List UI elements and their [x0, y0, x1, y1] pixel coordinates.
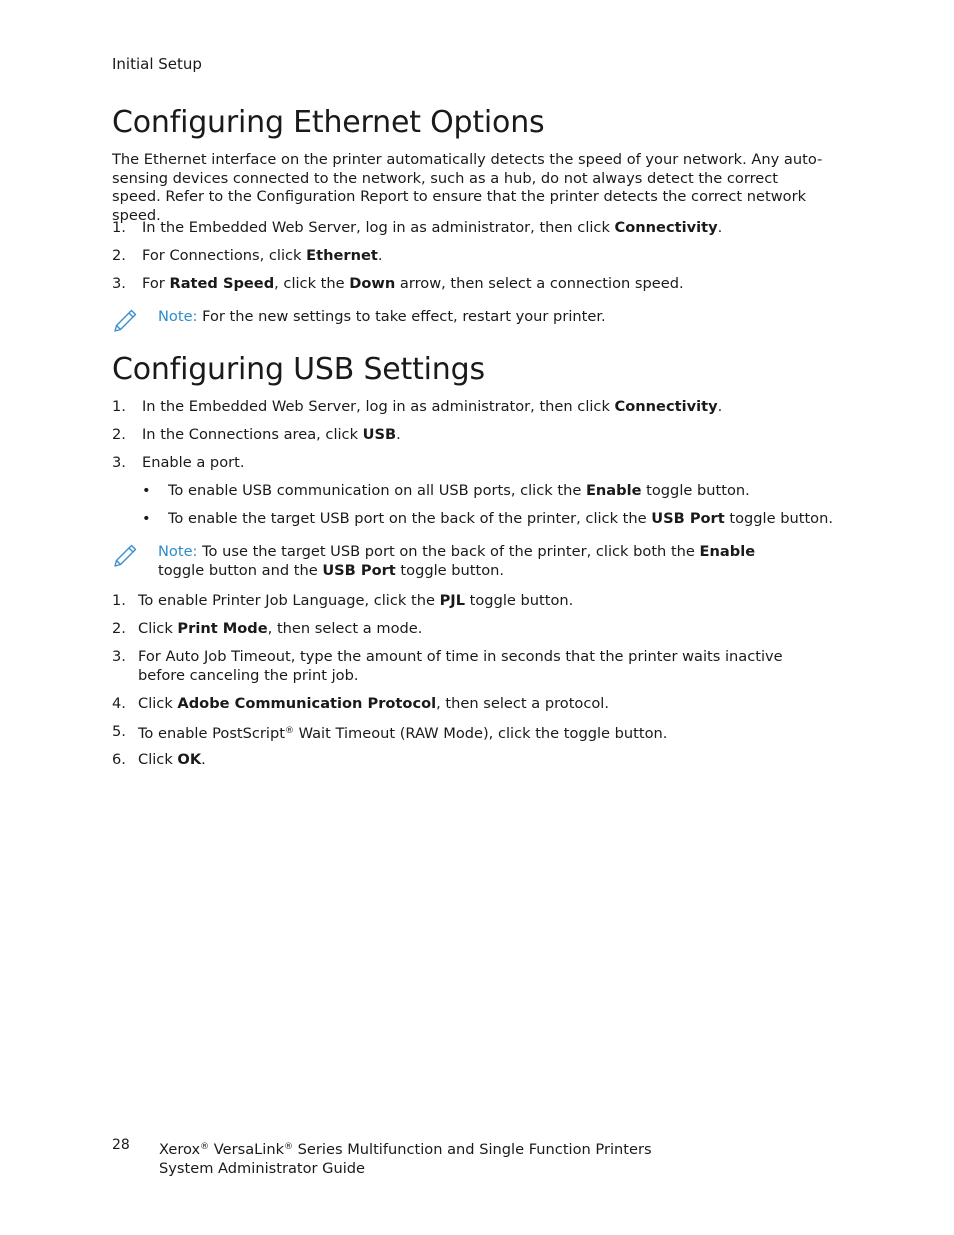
usb-step2-3: 3. For Auto Job Timeout, type the amount of time in seconds that the printer waits inactive before canceling the print job. [112, 648, 783, 684]
heading-usb: Configuring USB Settings [112, 352, 485, 387]
usb-note: Note: To use the target USB port on the back of the printer, click both the Enable toggle button and the USB Port toggle button. [158, 543, 756, 579]
footer-line-2: System Administrator Guide [159, 1160, 366, 1177]
page-number: 28 [112, 1137, 130, 1153]
ethernet-note: Note: For the new settings to take effect, restart your printer. [158, 308, 606, 325]
pencil-icon [112, 308, 138, 334]
ethernet-intro: The Ethernet interface on the printer automatically detects the speed of your network. Any auto-sensing devices connected to the network, such as a hub, do not always detect the correct speed. Refer to the Configuration Report to ensure that the printer detects the correct network speed. [112, 151, 823, 224]
document-page: Initial Setup Configuring Ethernet Options The Ethernet interface on the printer automatically detects the speed of your network. Any auto-sensing devices connected to the network, such as a hub, do not always detect the correct speed. Refer to the Configuration Report to ensure that the printer detects the correct network speed. 1. In the Embedded Web Server, log in as administrator, then click Connectivity. 2. For Connections, click Ethernet. 3. For Rated Speed, click the Down arrow, then select a connection speed. Note: For the new settings to take effect, restart your printer. Configuring USB Settings 1. In the Embedded Web Server, log in as administrator, then click Connectivity. 2. In the Connections area, click USB. 3. Enable a port. • To enable USB communication on all USB ports, click the Enable toggle button. • To enable the target USB port on the back of the printer, click the USB Port toggle button. Note: To use the target USB port on the back of the printer, click both the Enable toggle button and the USB Port toggle button. 1. To enable Printer Job Language, click the PJL toggle button. 2. Click Print Mode, then select a mode. 3. For Auto Job Timeout, type the amount of time in seconds that the printer waits inactive before canceling the print job. 4. Click Adobe Communication Protocol, then select a protocol. 5. To enable PostScript® Wait Timeout (RAW Mode), click the toggle button. 6. Click OK. 28 Xerox® VersaLink® Series Multifunction and Single Function Printers System Administrator Guide [112, 55, 833, 1177]
footer-line-1: Xerox® VersaLink® Series Multifunction and Single Function Printers [159, 1141, 652, 1158]
note-label: Note: [158, 308, 198, 325]
heading-ethernet: Configuring Ethernet Options [112, 105, 545, 140]
running-header: Initial Setup [112, 55, 202, 73]
footer-title [159, 1138, 652, 1178]
note-label: Note: [158, 543, 198, 560]
pencil-icon [112, 543, 138, 569]
